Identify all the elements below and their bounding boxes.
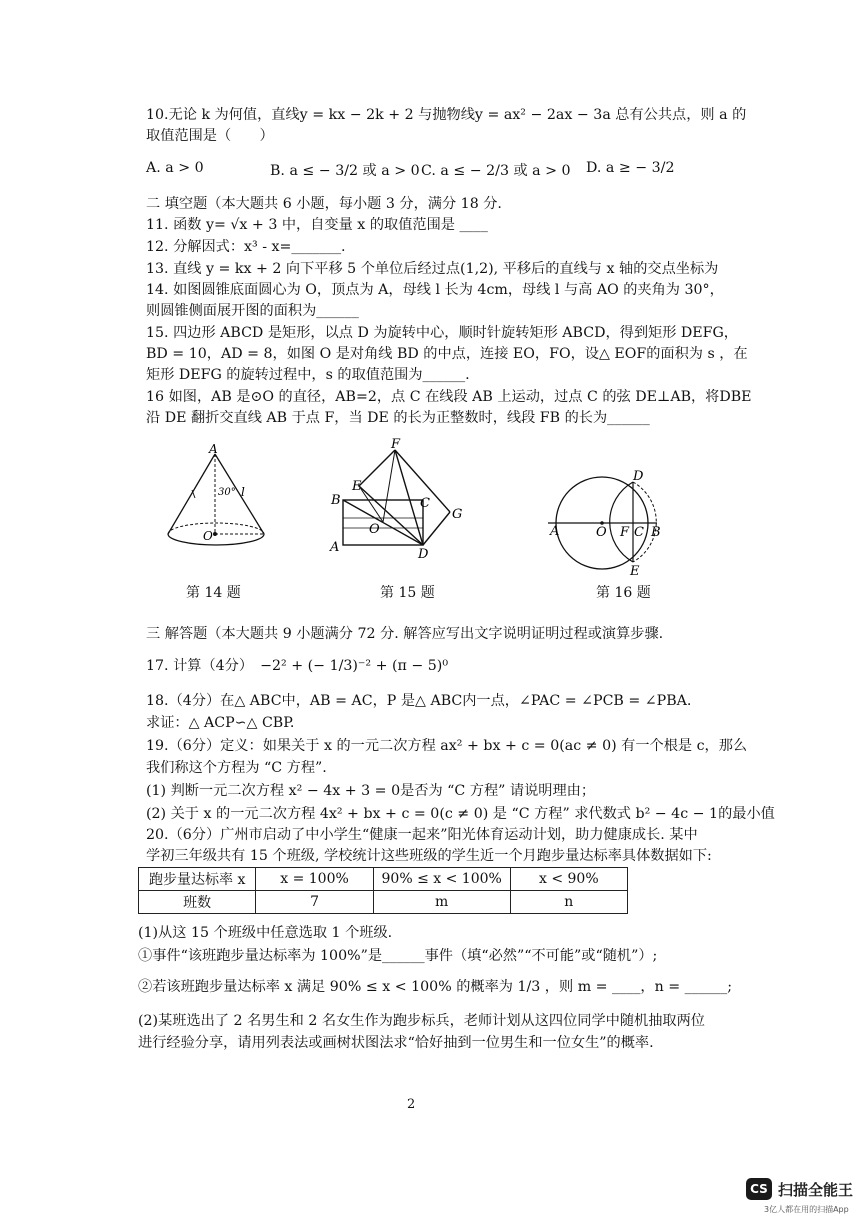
- figure-14-cone: [160, 440, 280, 560]
- q10-line2: 取值范围是（ ）: [146, 128, 274, 144]
- fig16-label-b: B: [651, 525, 661, 540]
- table-row: [139, 891, 628, 914]
- table-cell: 7: [256, 891, 373, 914]
- fig16-label-f: F: [620, 525, 630, 540]
- fig16-label-a: A: [550, 524, 560, 539]
- q20-part1b: ②若该班跑步量达标率 x 满足 90% ≤ x < 100% 的概率为 1/3 ，则 m = ____，n = ______;: [138, 979, 732, 995]
- table-header-cell: 跑步量达标率 x: [139, 868, 256, 891]
- scanner-logo-icon: CS: [746, 1178, 772, 1200]
- q16-line2: 沿 DE 翻折交直线 AB 于点 F，当 DE 的长为正整数时，线段 FB 的长为______: [146, 410, 650, 426]
- q13: 13. 直线 y = kx + 2 向下平移 5 个单位后经过点(1,2), 平移后的直线与 x 轴的交点坐标为: [146, 261, 719, 277]
- q20-line2: 学初三年级共有 15 个班级, 学校统计这些班级的学生近一个月跑步量达标率具体数据如下:: [146, 848, 712, 864]
- q14-line2: 则圆锥侧面展开图的面积为______: [146, 303, 359, 319]
- q12: 12. 分解因式：x³ - x=_______.: [146, 239, 346, 255]
- q16-line1: 16 如图，AB 是⊙O 的直径，AB=2，点 C 在线段 AB 上运动，过点 C 的弦 DE⊥AB，将DBE: [146, 389, 752, 405]
- q15-line3: 矩形 DEFG 的旋转过程中，s 的取值范围为______.: [146, 367, 470, 383]
- q10-option-a: A. a > 0: [146, 160, 204, 176]
- table-cell: n: [510, 891, 627, 914]
- fig15-label-b: B: [331, 493, 341, 508]
- q20-part2-line2: 进行经验分享，请用列表法或画树状图法求“恰好抽到一位男生和一位女生”的概率.: [138, 1035, 654, 1051]
- q20-line1: 20.（6分）广州市启动了中小学生“健康一起来”阳光体育运动计划，助力健康成长. 某中: [146, 827, 698, 843]
- q18-line1: 18.（4分）在△ ABC中，AB = AC，P 是△ ABC内一点，∠PAC = ∠PCB = ∠PBA.: [146, 693, 692, 709]
- q15-line2: BD = 10，AD = 8，如图 O 是对角线 BD 的中点，连接 EO，FO，设△ EOF的面积为 s ，在: [146, 346, 748, 362]
- q19-part2: (2) 关于 x 的一元二次方程 4x² + bx + c = 0(c ≠ 0) 是 “C 方程” 求代数式 b² − 4c − 1的最小值: [146, 806, 775, 822]
- fig16-label-d: D: [633, 469, 644, 484]
- scanner-watermark: [746, 1178, 853, 1200]
- q20-part1: (1)从这 15 个班级中任意选取 1 个班级.: [138, 925, 393, 941]
- q10-line1: 10.无论 k 为何值，直线y = kx − 2k + 2 与抛物线y = ax² − 2ax − 3a 总有公共点，则 a 的: [146, 107, 747, 123]
- fig15-label-f: F: [391, 437, 401, 452]
- figure-16-circle: [545, 462, 675, 577]
- fig14-label-l: l: [241, 485, 245, 499]
- q19-part1: (1) 判断一元二次方程 x² − 4x + 3 = 0是否为 “C 方程” 请说明理由；: [146, 783, 596, 799]
- q18-line2: 求证：△ ACP∽△ CBP.: [146, 715, 295, 731]
- section3-heading: 三 解答题（本大题共 9 小题满分 72 分. 解答应写出文字说明证明过程或演算步骤.: [146, 626, 664, 642]
- q11: 11. 函数 y= √x + 3 中，自变量 x 的取值范围是 ____: [146, 217, 488, 233]
- table-cell: m: [373, 891, 510, 914]
- q20-part2-line1: (2)某班选出了 2 名男生和 2 名女生作为跑步标兵，老师计划从这四位同学中随机抽取两位: [138, 1013, 705, 1029]
- figure-15-caption: 第 15 题: [380, 585, 435, 601]
- figure-16-caption: 第 16 题: [596, 585, 651, 601]
- q10-option-c: C. a ≤ − 2/3 或 a > 0: [421, 163, 571, 179]
- section2-heading: 二 填空题（本大题共 6 小题，每小题 3 分，满分 18 分.: [146, 196, 502, 212]
- fig14-label-a: A: [209, 442, 218, 456]
- fig14-label-o: O: [203, 529, 213, 543]
- scanner-tagline: 3亿人都在用的扫描App: [764, 1205, 849, 1214]
- fig15-label-d: D: [418, 547, 429, 562]
- page-number: 2: [407, 1097, 416, 1112]
- fig15-label-o: O: [369, 522, 380, 537]
- table-cell: 班数: [139, 891, 256, 914]
- table-header-cell: x < 90%: [510, 868, 627, 891]
- q19-line1: 19.（6分）定义：如果关于 x 的一元二次方程 ax² + bx + c = 0(ac ≠ 0) 有一个根是 c，那么: [146, 738, 748, 754]
- fig16-label-o: O: [596, 525, 607, 540]
- q19-line2: 我们称这个方程为 “C 方程”.: [146, 760, 327, 776]
- fig15-label-g: G: [452, 507, 463, 522]
- q10-option-d: D. a ≥ − 3/2: [586, 160, 675, 176]
- fig15-label-e: E: [352, 479, 362, 494]
- q10-option-b: B. a ≤ − 3/2 或 a > 0: [270, 163, 420, 179]
- q20-part1a: ①事件“该班跑步量达标率为 100%”是______事件（填“必然”“不可能”或“随机”）;: [138, 948, 658, 964]
- fig14-label-angle: 30°: [218, 487, 236, 498]
- fig15-label-a: A: [330, 540, 340, 555]
- run-rate-table: [138, 867, 628, 914]
- q14-line1: 14. 如图圆锥底面圆心为 O，顶点为 A，母线 l 长为 4cm，母线 l 与高 AO 的夹角为 30°，: [146, 282, 724, 298]
- fig16-label-c: C: [634, 525, 644, 540]
- fig16-label-e: E: [630, 564, 640, 579]
- table-header-cell: 90% ≤ x < 100%: [373, 868, 510, 891]
- q15-line1: 15. 四边形 ABCD 是矩形，以点 D 为旋转中心，顺时针旋转矩形 ABCD，得到矩形 DEFG，: [146, 325, 738, 341]
- q17: 17. 计算（4分） −2² + (− 1/3)⁻² + (π − 5)⁰: [146, 658, 449, 674]
- table-header-row: [139, 868, 628, 891]
- fig15-label-c: C: [420, 496, 430, 511]
- scanner-app-name: 扫描全能王: [778, 1180, 854, 1199]
- figure-15-rectangles: [325, 438, 470, 563]
- figure-14-caption: 第 14 题: [186, 585, 241, 601]
- table-header-cell: x = 100%: [256, 868, 373, 891]
